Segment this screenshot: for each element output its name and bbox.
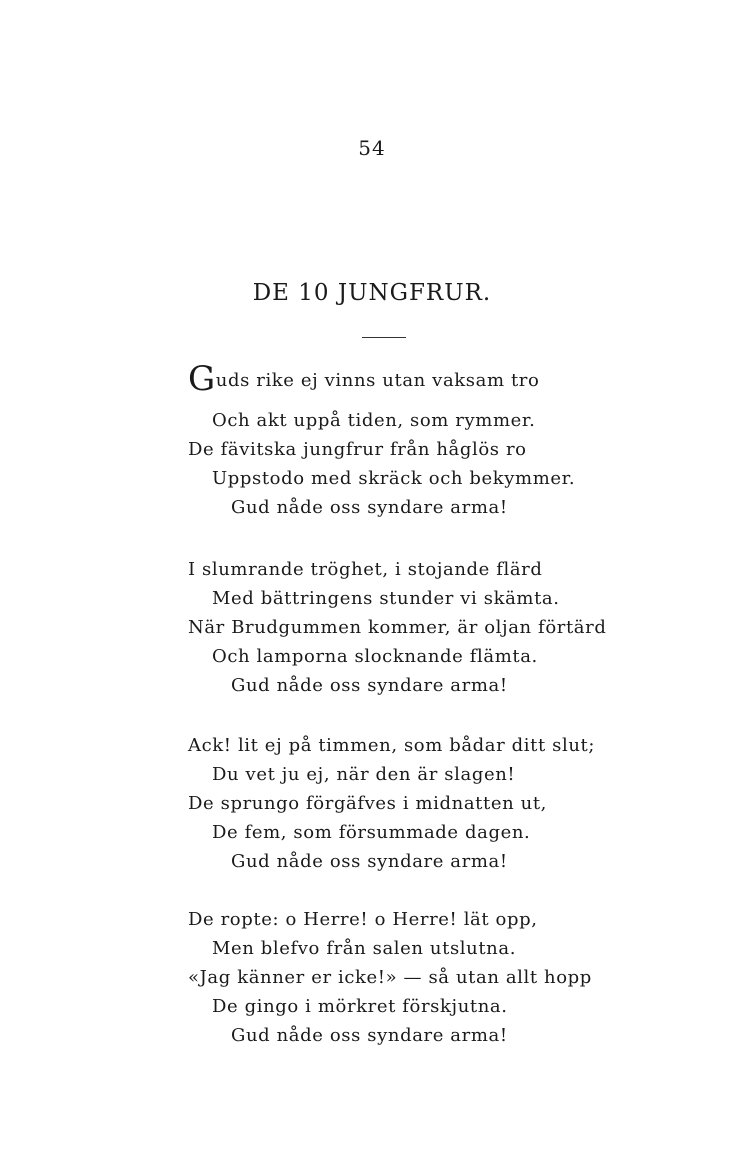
verse-line: Men blefvo från salen utslutna. bbox=[212, 938, 517, 959]
verse-line: Uppstodo med skräck och bekymmer. bbox=[212, 468, 576, 489]
verse-line: Ack! lit ej på timmen, som bådar ditt slut; bbox=[188, 735, 596, 756]
refrain-line: Gud nåde oss syndare arma! bbox=[231, 675, 508, 696]
verse-line: Och akt uppå tiden, som rymmer. bbox=[212, 410, 536, 431]
verse-line: I slumrande tröghet, i stojande flärd bbox=[188, 559, 543, 580]
page-number: 54 bbox=[358, 136, 386, 160]
verse-line: De gingo i mörkret förskjutna. bbox=[212, 996, 508, 1017]
verse-line: De ropte: o Herre! o Herre! lät opp, bbox=[188, 909, 538, 930]
refrain-line: Gud nåde oss syndare arma! bbox=[231, 851, 508, 872]
verse-line: «Jag känner er icke!» — så utan allt hopp bbox=[188, 967, 592, 988]
verse-line: När Brudgummen kommer, är oljan förtärd bbox=[188, 617, 607, 638]
verse-line: De sprungo förgäfves i midnatten ut, bbox=[188, 793, 547, 814]
refrain-line: Gud nåde oss syndare arma! bbox=[231, 497, 508, 518]
verse-line: Med bättringens stunder vi skämta. bbox=[212, 588, 560, 609]
poem-title: DE 10 JUNGFRUR. bbox=[252, 280, 492, 306]
verse-line bbox=[188, 359, 728, 406]
stanza-4 bbox=[188, 905, 728, 1050]
stanza-3 bbox=[188, 731, 728, 876]
stanza-1 bbox=[188, 359, 728, 522]
verse-line: Och lamporna slocknande flämta. bbox=[212, 646, 538, 667]
verse-line-rest: uds rike ej vinns utan vaksam tro bbox=[215, 370, 540, 391]
drop-cap-letter: G bbox=[188, 359, 216, 399]
title-rule bbox=[362, 337, 406, 338]
stanza-2 bbox=[188, 555, 728, 700]
verse-line: De fävitska jungfrur från håglös ro bbox=[188, 439, 527, 460]
verse-line: Du vet ju ej, när den är slagen! bbox=[212, 764, 516, 785]
verse-line: De fem, som försummade dagen. bbox=[212, 822, 531, 843]
refrain-line: Gud nåde oss syndare arma! bbox=[231, 1025, 508, 1046]
